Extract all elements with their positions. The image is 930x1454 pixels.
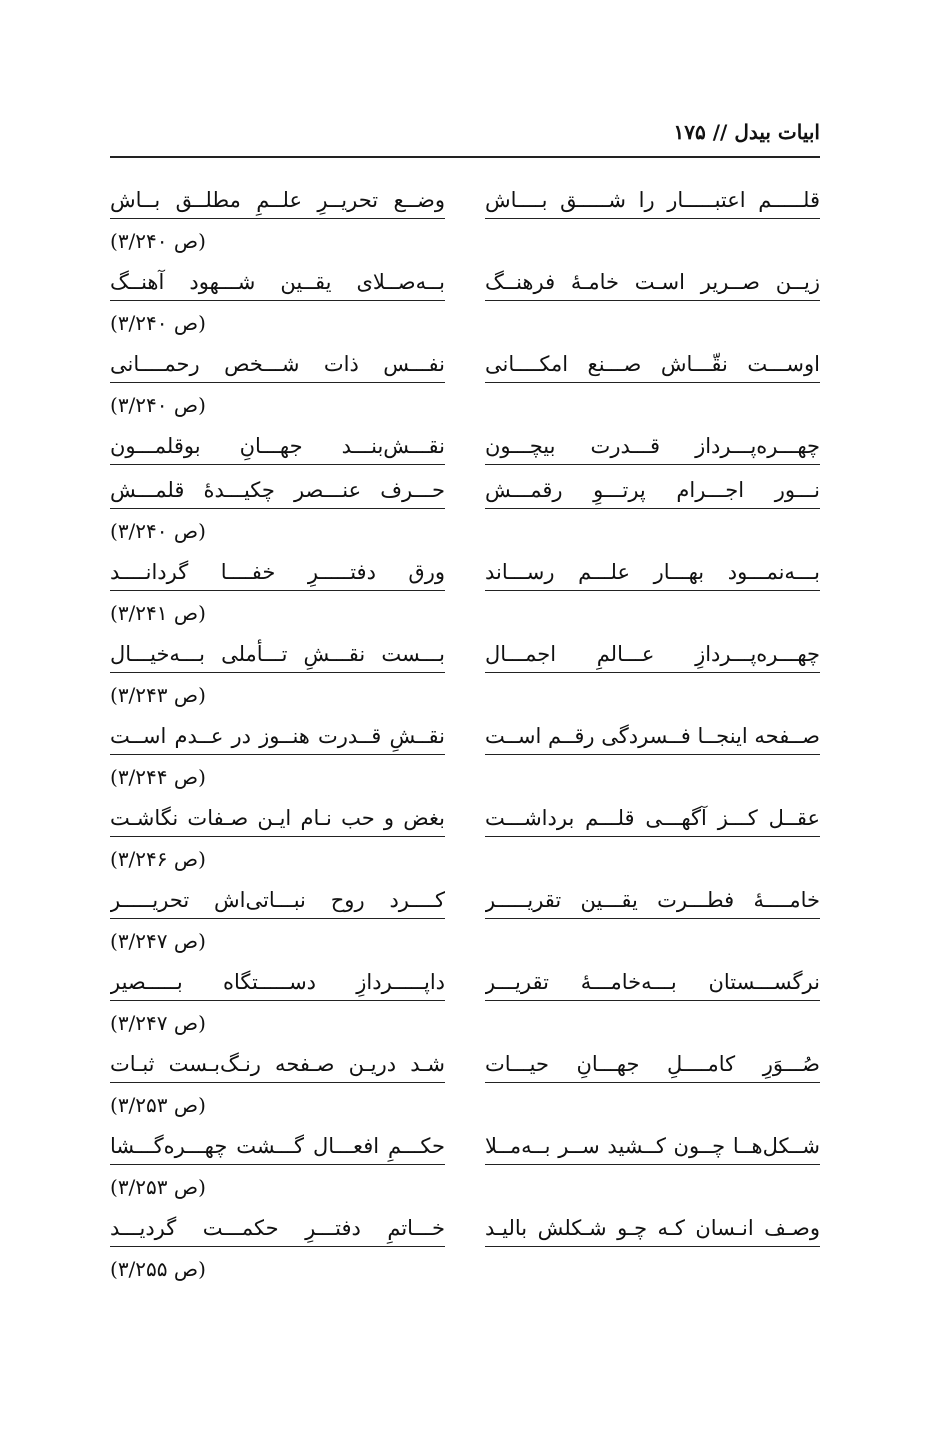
page-reference [110, 1090, 820, 1128]
couplet [110, 346, 820, 428]
couplet-line [110, 428, 820, 472]
first-hemistich: نرگســـستان بـــه‌خامـــۀ تقریـــر [485, 964, 820, 1001]
page-reference-text: (ص ۳/۲۵۳) [110, 1175, 206, 1199]
couplet-line [110, 718, 820, 762]
first-hemistich: وصـف انـسان کـه چـو شـکلش بالیـد [485, 1210, 820, 1247]
second-hemistich: ورق دفتـــــرِ خفــــا گردانــــد [110, 554, 445, 591]
couplet-line [110, 1046, 820, 1090]
second-hemistich: نفـــس ذات شـــخص رحمــــانی [110, 346, 445, 383]
couplet [110, 1210, 820, 1292]
couplet-line [110, 472, 820, 516]
first-hemistich: چهـــره‌پـــردازِ عـــالمِ اجمـــال [485, 636, 820, 673]
couplet-line [110, 1210, 820, 1254]
page-reference [110, 844, 820, 882]
page-reference [110, 762, 820, 800]
page-reference-text: (ص ۳/۲۴۶) [110, 847, 206, 871]
second-hemistich: شـد دریـن صـفحه رنـگ‌بـست ثبـات [110, 1046, 445, 1083]
couplet [110, 1128, 820, 1210]
second-hemistich: وضــع تحریــرِ علــمِ مطلــق بــاش [110, 182, 445, 219]
page-reference [110, 226, 820, 264]
page-reference-text: (ص ۳/۲۴۴) [110, 765, 206, 789]
page-reference-text: (ص ۳/۲۴۰) [110, 519, 206, 543]
second-hemistich: کــــرد روح نبـــاتی‌اش تحریـــــر [110, 882, 445, 919]
page-reference-text: (ص ۳/۲۵۳) [110, 1093, 206, 1117]
second-hemistich: حکـــمِ افعـــال گـــشت چهـــره‌گـــشا [110, 1128, 445, 1165]
couplet [110, 964, 820, 1046]
couplet [110, 800, 820, 882]
page-reference [110, 1008, 820, 1046]
second-hemistich: خـــاتمِ دفتـــرِ حکمـــت گردیـــد [110, 1210, 445, 1247]
page-reference-text: (ص ۳/۲۴۱) [110, 601, 206, 625]
couplet [110, 472, 820, 554]
page-reference-text: (ص ۳/۲۴۰) [110, 229, 206, 253]
page-reference [110, 308, 820, 346]
first-hemistich: بـــه‌نمـــود بهـــار علـــم رســـاند [485, 554, 820, 591]
page-reference [110, 680, 820, 718]
page-reference-text: (ص ۳/۲۴۷) [110, 1011, 206, 1035]
couplet-line [110, 636, 820, 680]
first-hemistich: صــفحه اینجــا فــسردگی رقــم اســت [485, 718, 820, 755]
second-hemistich: نقـــش‌بنـــد جهـــانِ بوقلمـــون [110, 428, 445, 465]
second-hemistich: بــه‌صــلای یقــین شـــهود آهنــگ [110, 264, 445, 301]
first-hemistich: نـــور اجـــرام پرتـــوِ رقمـــش [485, 472, 820, 509]
page-reference-text: (ص ۳/۲۴۳) [110, 683, 206, 707]
page-reference [110, 390, 820, 428]
running-header [110, 118, 820, 158]
couplet [110, 882, 820, 964]
couplet [110, 264, 820, 346]
page-reference-text: (ص ۳/۲۴۰) [110, 311, 206, 335]
page-reference [110, 1172, 820, 1210]
couplet-line [110, 800, 820, 844]
couplet-line [110, 964, 820, 1008]
first-hemistich: زیــن صــریر اسـت خامـۀ فرهنــگ [485, 264, 820, 301]
verses-list [110, 182, 820, 1292]
second-hemistich: داپـــــردازِ دســـــتگاه بـــــصیر [110, 964, 445, 1001]
second-hemistich: حـــرف عنـــصر چکیـــدۀ قلمـــش [110, 472, 445, 509]
first-hemistich: خامــــۀ فطـــرت یقـــین تقریـــــر [485, 882, 820, 919]
couplet [110, 718, 820, 800]
couplet [110, 1046, 820, 1128]
couplet-line [110, 182, 820, 226]
first-hemistich: صُـــوَرِ کامــــلِ جهـــانِ حیـــات [485, 1046, 820, 1083]
couplet-line [110, 1128, 820, 1172]
page-reference [110, 516, 820, 554]
first-hemistich: اوســـت نقّـــاش صـــنع امکــــانی [485, 346, 820, 383]
first-hemistich: چهـــره‌پـــرداز قـــدرت بیچـــون [485, 428, 820, 465]
page-header-title: ابیات بیدل // ۱۷۵ [673, 120, 820, 144]
page-reference [110, 926, 820, 964]
page-reference-text: (ص ۳/۲۵۵) [110, 1257, 206, 1281]
first-hemistich: عقــل کـــز آگهـــی قلـــم برداشـــت [485, 800, 820, 837]
second-hemistich: بـــست نقـــشِ تـــأملی بـــه‌خیـــال [110, 636, 445, 673]
couplet [110, 182, 820, 264]
couplet [110, 554, 820, 636]
couplet-line [110, 346, 820, 390]
second-hemistich: بغض و حب نـام ایـن صـفات نگاشـت [110, 800, 445, 837]
page-reference-text: (ص ۳/۲۴۰) [110, 393, 206, 417]
first-hemistich: شــکل‌هــا چــون کــشید ســر بــه‌مــلا [485, 1128, 820, 1165]
page-reference [110, 1254, 820, 1292]
couplet-line [110, 554, 820, 598]
couplet-line [110, 882, 820, 926]
first-hemistich: قلـــــم اعتبـــــار را شـــــق بــــاش [485, 182, 820, 219]
couplet-line [110, 264, 820, 308]
page-reference-text: (ص ۳/۲۴۷) [110, 929, 206, 953]
page-reference [110, 598, 820, 636]
second-hemistich: نقــشِ قــدرت هنــوز در عــدم اســت [110, 718, 445, 755]
couplet [110, 428, 820, 472]
couplet [110, 636, 820, 718]
